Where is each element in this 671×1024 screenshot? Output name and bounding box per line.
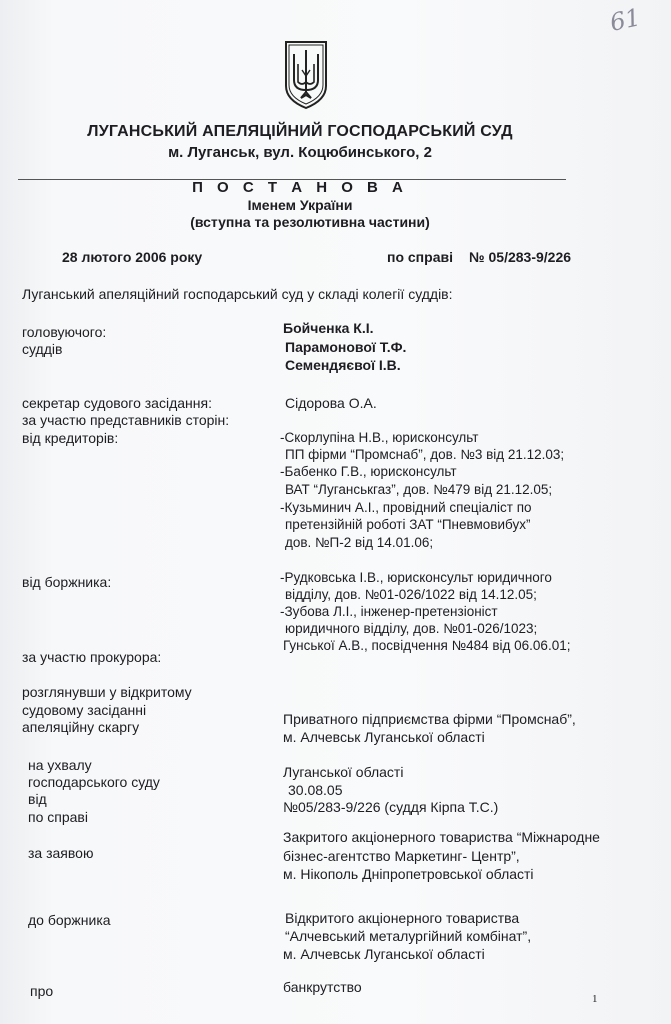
- judge-name: Семендяєвої І.В.: [285, 357, 401, 373]
- case-prefix: по справі: [387, 249, 453, 265]
- secretary-label: секретар судового засідання:: [22, 395, 212, 411]
- ruling-label-line: на ухвалу: [28, 757, 92, 773]
- ruling-label-line: господарського суду: [28, 774, 160, 790]
- debtor-line: Відкритого акціонерного товариства: [285, 910, 520, 926]
- debtor-label: до боржника: [28, 912, 111, 928]
- creditor-rep-line: -Кузьминич А.І., провідний спеціаліст по: [280, 500, 532, 515]
- ruling-label-line: по справі: [28, 809, 88, 825]
- creditor-rep-line: ВАТ “Луганськгаз”, дов. №479 від 21.12.05;: [285, 482, 553, 497]
- prosecutor-value: Гунської А.В., посвідчення №484 від 06.06.01;: [283, 638, 571, 653]
- judges-label: суддів: [22, 341, 63, 357]
- case-number: № 05/283-9/226: [469, 249, 572, 265]
- ruling-label-line: від: [28, 791, 47, 807]
- debtor-rep-line: -Рудковська І.В., юрисконсульт юридичного: [280, 570, 552, 585]
- debtor-rep-line: -Зубова Л.І., інженер-претензіоніст: [280, 604, 498, 619]
- page-number: 1: [592, 993, 598, 1005]
- document-subtitle: Іменем України: [247, 197, 353, 213]
- appeal-label-line: апеляційну скаргу: [22, 719, 140, 735]
- decision-date: 28 лютого 2006 року: [62, 249, 203, 265]
- presiding-label: головуючого:: [22, 324, 107, 340]
- creditor-rep-line: -Бабенко Г.В., юрисконсульт: [280, 464, 457, 479]
- applicant-line: бізнес-агентство Маркетинг- Центр”,: [283, 848, 520, 864]
- ruling-value-line: №05/283-9/226 (суддя Кірпа Т.С.): [283, 799, 499, 815]
- application-label: за заявою: [28, 845, 94, 861]
- creditor-rep-line: -Скорлупіна Н.В., юрисконсульт: [280, 430, 479, 445]
- prosecutor-label: за участю прокурора:: [22, 649, 162, 665]
- applicant-line: м. Нікополь Дніпропетровської області: [283, 866, 534, 882]
- appellant-line: Приватного підприємства фірми “Промснаб”,: [283, 711, 576, 727]
- appeal-label-line: судовому засіданні: [22, 702, 147, 718]
- document-subtitle-parts: (вступна та резолютивна частини): [190, 214, 430, 230]
- ukraine-coat-of-arms-icon: [282, 40, 330, 110]
- applicant-line: Закритого акціонерного товариства “Міжнародне: [283, 829, 600, 845]
- subject-value: банкрутство: [283, 979, 362, 995]
- appellant-line: м. Алчевськ Луганської області: [283, 729, 485, 745]
- creditor-rep-line: претензійній роботі ЗАТ “Пневмовибух”: [285, 517, 531, 532]
- debtor-reps-label: від боржника:: [22, 574, 112, 590]
- ruling-value-line: Луганської області: [283, 764, 404, 780]
- debtor-line: м. Алчевськ Луганської області: [283, 946, 485, 962]
- court-panel-intro: Луганський апеляційний господарський суд у складі колегії суддів:: [22, 286, 453, 302]
- debtor-line: “Алчевський металургійний комбінат”,: [285, 928, 532, 944]
- presiding-judge: Бойченка К.І.: [283, 320, 374, 336]
- debtor-rep-line: відділу, дов. №01-026/1022 від 14.12.05;: [285, 587, 537, 602]
- handwritten-page-mark: 61: [607, 3, 644, 37]
- subject-label: про: [30, 983, 54, 999]
- participants-label: за участю представників сторін:: [22, 412, 230, 428]
- appeal-label-line: розглянувши у відкритому: [22, 684, 192, 700]
- creditor-rep-line: дов. №П-2 від 14.01.06;: [285, 535, 434, 550]
- ruling-value-line: 30.08.05: [288, 782, 343, 798]
- judge-name: Парамонової Т.Ф.: [285, 339, 407, 355]
- secretary-name: Сідорова О.А.: [285, 395, 377, 411]
- debtor-rep-line: юридичного відділу, дов. №01-026/1023;: [285, 621, 538, 636]
- creditors-label: від кредиторів:: [22, 430, 119, 446]
- court-title: ЛУГАНСЬКИЙ АПЕЛЯЦІЙНИЙ ГОСПОДАРСЬКИЙ СУД: [87, 123, 513, 140]
- creditor-rep-line: ПП фірми “Промснаб”, дов. №3 від 21.12.03;: [285, 447, 565, 462]
- document-type: П О С Т А Н О В А: [192, 179, 408, 196]
- court-address: м. Луганськ, вул. Коцюбинського, 2: [168, 144, 432, 161]
